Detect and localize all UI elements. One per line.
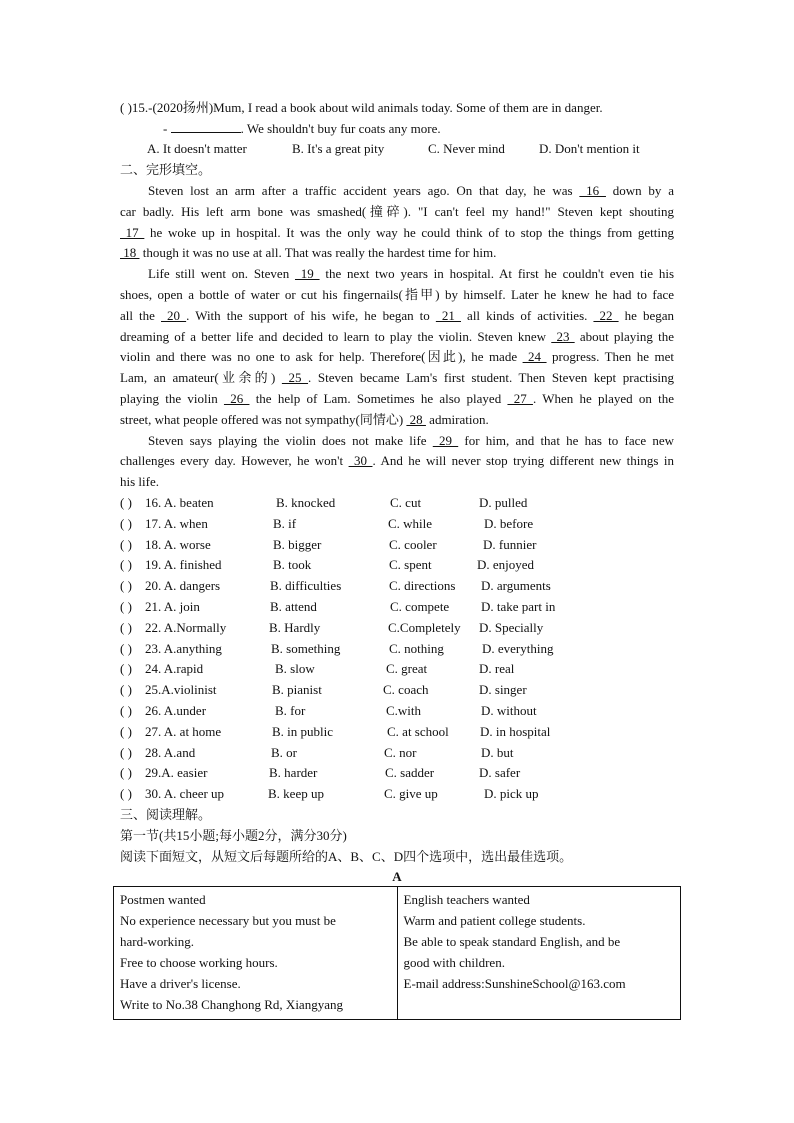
ad-line: Postmen wanted [120,892,206,907]
cloze-blank[interactable]: 27 [507,391,533,406]
choice-option-d: D. take part in [481,599,556,614]
choice-option-a: 28. A.and [145,745,196,760]
choice-option-d: D. but [481,745,514,760]
choice-option-b: B. for [275,703,306,718]
passage-line [120,245,496,261]
passage-text: car badly. His left arm bone was smashed(撞碎). "I can't feel my hand!" Steven kept shouting [120,204,674,219]
answer-paren[interactable]: ( ) [120,641,132,656]
ad-postmen [114,887,398,1020]
choice-option-d: D. pick up [484,786,539,801]
passage-text: Lam, an amateur(业余的) [120,370,282,385]
passage-line [120,412,489,428]
ad-line: Warm and patient college students. [403,913,586,928]
passage-text: street, what people offered was not sympathy(同情心) [120,412,407,427]
choice-option-c: C. while [388,516,433,531]
answer-paren[interactable]: ( ) [120,495,132,510]
choice-option-c: C. cooler [389,537,437,552]
choice-option-d: D. arguments [481,578,551,593]
choice-option-b: B. keep up [268,786,324,801]
choice-option-b: B. or [271,745,297,760]
ad-line: English teachers wanted [403,892,530,907]
answer-blank[interactable] [171,120,241,133]
passage-text: for him, and that he has to face new [458,433,674,448]
passage-text: all kinds of activities. [460,308,594,323]
choice-option-a: 22. A.Normally [145,620,227,635]
cloze-blank[interactable]: 26 [223,391,250,406]
choice-option-a: 19. A. finished [145,557,222,572]
ad-line: No experience necessary but you must be [120,913,336,928]
cloze-blank[interactable]: 18 [120,245,140,260]
ad-line: E-mail address:SunshineSchool@163.com [403,976,626,991]
choice-option-d: D. safer [479,765,521,780]
answer-paren[interactable]: ( ) [120,578,132,593]
choice-option-d: D. enjoyed [477,557,535,572]
q15-option-a: A. It doesn't matter [147,141,247,156]
choice-option-a: 23. A.anything [145,641,222,656]
ad-line: good with children. [403,955,505,970]
passage-line [148,183,674,199]
passage-text: . Steven became Lam's first student. Then Steven kept practising [308,370,675,385]
cloze-blank[interactable]: 24 [522,349,547,364]
passage-text: . When he played on the [532,391,675,406]
choice-option-a: 16. A. beaten [145,495,214,510]
choice-option-a: 30. A. cheer up [145,786,225,801]
section-title: 二、完形填空。 [120,162,212,177]
passage-line [120,391,674,407]
passage-text: though it was no use at all. That was really the hardest time for him. [139,245,497,260]
cloze-blank[interactable]: 29 [432,433,459,448]
passage-text: the help of Lam. Sometimes he also played [249,391,508,406]
passage-line [148,266,674,282]
choice-option-c: C. sadder [385,765,435,780]
cloze-blank[interactable]: 20 [161,308,187,323]
passage-text: . With the support of his wife, he began to [186,308,436,323]
cloze-blank[interactable]: 23 [551,329,575,344]
section-title: 三、阅读理解。 [120,807,212,822]
passage-text: down by a [605,183,674,198]
passage-line [120,287,674,303]
choice-option-b: B. something [271,641,341,656]
passage-line [120,204,674,220]
answer-paren[interactable]: ( ) [120,599,132,614]
choice-option-b: B. attend [270,599,317,614]
choice-option-a: 20. A. dangers [145,578,221,593]
answer-paren: ( ) [120,100,132,115]
passage-line [120,453,674,469]
cloze-blank[interactable]: 16 [579,183,606,198]
choice-option-d: D. before [484,516,534,531]
choice-option-a: 24. A.rapid [145,661,204,676]
answer-paren[interactable]: ( ) [120,724,132,739]
choice-option-c: C. coach [383,682,429,697]
passage-text: Life still went on. Steven [148,266,295,281]
ad-line: Have a driver's license. [120,976,241,991]
cloze-blank[interactable]: 17 [120,225,145,240]
passage-text: challenges every day. However, he won't [120,453,349,468]
answer-paren[interactable]: ( ) [120,661,132,676]
choice-option-b: B. in public [272,724,334,739]
passage-line [120,474,159,490]
choice-option-a: 21. A. join [145,599,200,614]
passage-text: . And he will never stop trying different new things in [372,453,674,468]
ad-line: hard-working. [120,934,195,949]
passage-line [120,370,674,386]
choice-option-c: C.with [386,703,422,718]
choice-option-d: D. without [481,703,537,718]
choice-option-b: B. bigger [273,537,322,552]
answer-paren[interactable]: ( ) [120,703,132,718]
passage-text: Steven says playing the violin does not make life [148,433,433,448]
passage-line [120,225,674,241]
ads-table [113,886,681,1020]
passage-text: dreaming of a better life and decided to learn to play the violin. Steven knew [120,329,552,344]
cloze-blank[interactable]: 21 [435,308,461,323]
choice-option-d: D. Specially [479,620,544,635]
passage-text: the next two years in hospital. At first he couldn't even tie his [319,266,675,281]
choice-option-c: C. great [386,661,428,676]
choice-option-b: B. harder [269,765,318,780]
answer-paren[interactable]: ( ) [120,537,132,552]
q15-stem: 15.-(2020扬州)Mum, I read a book about wild animals today. Some of them are in danger. [131,100,603,115]
choice-option-a: 17. A. when [145,516,208,531]
cloze-blank[interactable]: 30 [348,453,373,468]
choice-option-d: D. funnier [483,537,537,552]
choice-option-d: D. in hospital [480,724,551,739]
choice-option-b: B. knocked [276,495,336,510]
passage-text: about playing the [574,329,674,344]
answer-paren[interactable]: ( ) [120,682,132,697]
passage-text: he woke up in hospital. It was the only way he could think of to stop the things from getting [144,225,675,240]
passage-text: all the [120,308,161,323]
choice-option-c: C. directions [389,578,456,593]
choice-option-b: B. pianist [272,682,322,697]
passage-text: he began [618,308,675,323]
choice-option-d: D. singer [479,682,527,697]
passage-text: violin and there was no one to ask for help. Therefore(因此), he made [120,349,523,364]
answer-paren[interactable]: ( ) [120,765,132,780]
passage-line [148,433,674,449]
passage-text: his life. [120,474,159,489]
passage-text: playing the violin [120,391,224,406]
q15-reply: - . We shouldn't buy fur coats any more. [163,121,441,136]
ad-english-teachers [397,887,681,1020]
choice-option-c: C. cut [390,495,422,510]
answer-paren[interactable]: ( ) [120,557,132,572]
choice-option-c: C.Completely [388,620,461,635]
answer-paren[interactable]: ( ) [120,786,132,801]
choice-option-c: C. spent [389,557,432,572]
ad-line: Free to choose working hours. [120,955,278,970]
answer-paren[interactable]: ( ) [120,516,132,531]
q15-option-c: C. Never mind [428,141,505,156]
choice-option-a: 29.A. easier [145,765,208,780]
ad-line: Be able to speak standard English, and be [403,934,621,949]
choice-option-d: D. everything [482,641,554,656]
cloze-blank[interactable]: 25 [281,370,309,385]
choice-option-d: D. pulled [479,495,528,510]
cloze-blank[interactable]: 28 [406,412,426,427]
choice-option-a: 25.A.violinist [145,682,217,697]
passage-line [120,329,674,345]
passage-line [120,349,674,365]
choice-option-d: D. real [479,661,515,676]
choice-option-a: 27. A. at home [145,724,222,739]
choice-option-b: B. difficulties [270,578,342,593]
q15-option-b: B. It's a great pity [292,141,385,156]
passage-line [120,308,674,324]
choice-option-c: C. nothing [389,641,444,656]
choice-option-a: 18. A. worse [145,537,211,552]
passage-text: admiration. [425,412,489,427]
cloze-blank[interactable]: 22 [593,308,619,323]
choice-option-c: C. at school [387,724,449,739]
choice-option-a: 26. A.under [145,703,207,718]
choice-option-b: B. if [273,516,297,531]
choice-option-c: C. compete [390,599,450,614]
part-title: 第一节(共15小题;每小题2分，满分30分) [120,828,347,843]
passage-text: Steven lost an arm after a traffic accident years ago. On that day, he was [148,183,580,198]
q15-option-d: D. Don't mention it [539,141,640,156]
choice-option-b: B. Hardly [269,620,321,635]
passage-letter: A [392,869,402,884]
cloze-blank[interactable]: 19 [294,266,320,281]
ad-line: Write to No.38 Changhong Rd, Xiangyang [120,997,343,1012]
q15-line [120,100,603,116]
choice-option-b: B. took [273,557,312,572]
passage-text: shoes, open a bottle of water or cut his fingernails(指甲) by himself. Later he knew he had to face [120,287,674,302]
instruction-text: 阅读下面短文，从短文后每题所给的A、B、C、D四个选项中，选出最佳选项。 [120,849,573,864]
answer-paren[interactable]: ( ) [120,620,132,635]
passage-text: progress. Then he met [546,349,675,364]
choice-option-b: B. slow [275,661,315,676]
choice-option-c: C. nor [384,745,417,760]
choice-option-c: C. give up [384,786,438,801]
answer-paren[interactable]: ( ) [120,745,132,760]
